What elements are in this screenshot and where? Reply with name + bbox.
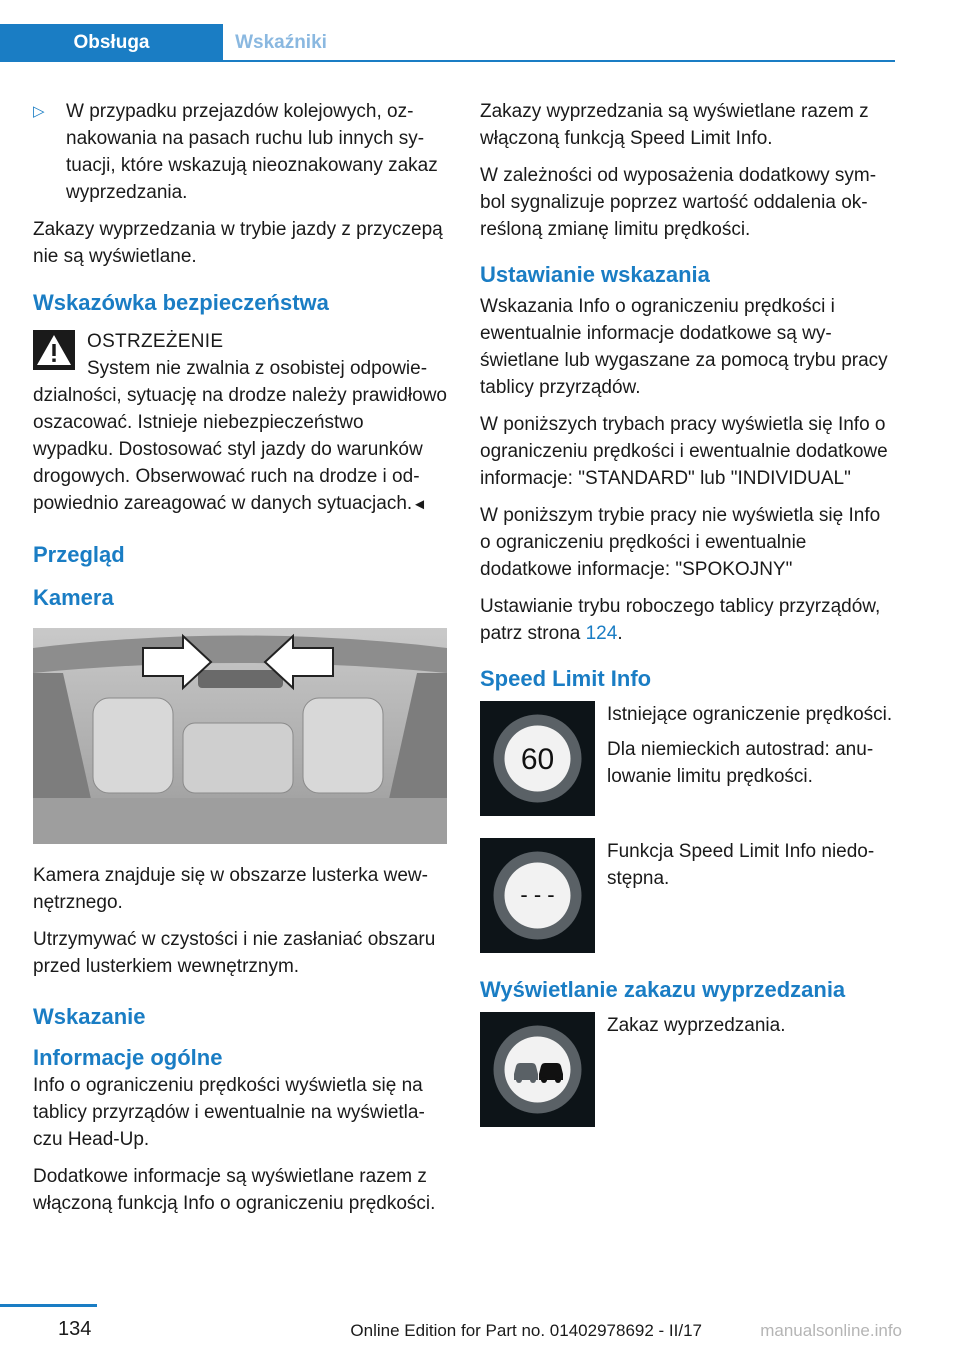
sign-60-text-2: Dla niemieckich autostrad: anulowanie limitu prędkości.	[607, 739, 874, 787]
overtake-heading: Wyświetlanie zakazu wyprzedzania	[480, 977, 846, 1002]
footer-rule	[0, 1304, 97, 1307]
setting-text-3: W poniższym trybie pracy nie wyświetla się Info o ograniczeniu prędkości i ewentualnie dodatkowe informacje: "SPOKOJNY"	[480, 505, 881, 580]
left-column	[33, 98, 447, 1227]
edition-text: Online Edition for Part no. 01402978692 - II/17	[350, 1321, 702, 1340]
tab-wskazniki[interactable]: Wskaźniki	[235, 32, 327, 53]
setting-text-2: W poniższych trybach pracy wyświetla się Info o ograniczeniu prędkości i ewentualnie dodatkowe informacje: "STANDARD" lub "INDIVIDUAL"	[480, 414, 888, 489]
camera-heading: Kamera	[33, 585, 114, 610]
sli-heading: Speed Limit Info	[480, 666, 652, 691]
general-heading: Informacje ogólne	[33, 1045, 223, 1070]
header-tabs	[0, 24, 895, 62]
warning-text: System nie zwalnia z osobistej odpowiedzialności, sytuację na drodze należy prawidłowo oszacować. Istnieje niebezpieczeństwo wypadku. Dostosować styl jazdy do warunków drogowych. Obserwować ruch na drodze i odpowiednio zareagować w danych sytuacjach.	[33, 358, 448, 514]
display-heading: Wskazanie	[33, 1004, 146, 1029]
intro-text-2: W zależności od wyposażenia dodatkowy symbol sygnalizuje poprzez wartość oddalenia określoną zmianę limitu prędkości.	[480, 165, 877, 240]
sign-60-text-1: Istniejące ograniczenie prędkości.	[607, 704, 893, 725]
general-text-2: Dodatkowe informacje są wyświetlane razem z włączoną funkcją Info o ograniczeniu prędkości.	[33, 1166, 436, 1214]
watermark-text: manualsonline.info	[760, 1321, 902, 1340]
right-column	[480, 98, 895, 1149]
camera-text-1: Kamera znajduje się w obszarze lusterka wewnętrznego.	[33, 865, 428, 913]
header-rule	[0, 60, 895, 62]
bullet-text: W przypadku przejazdów kolejowych, oznakowania na pasach ruchu lub innych sytuacji, które wskazują nieoznakowany zakaz wyprzedzania.	[66, 101, 438, 203]
overview-heading: Przegląd	[33, 542, 125, 567]
speed-limit-unavailable-icon	[480, 838, 595, 953]
sign-60-label: 60	[520, 743, 555, 776]
intro-text-1: Zakazy wyprzedzania są wyświetlane razem z włączoną funkcją Speed Limit Info.	[480, 101, 869, 149]
sign-row-dash	[480, 838, 895, 954]
speed-limit-60-icon	[480, 701, 595, 816]
trailer-note: Zakazy wyprzedzania w trybie jazdy z przyczepą nie są wyświetlane.	[33, 219, 443, 267]
sign-row-overtake	[480, 1012, 895, 1128]
page-number: 134	[58, 1318, 92, 1340]
warning-triangle-icon	[33, 330, 75, 370]
setting-heading: Ustawianie wskazania	[480, 262, 710, 287]
warning-block	[33, 328, 447, 518]
sign-dash-label: - - -	[520, 882, 555, 907]
camera-text-2: Utrzymywać w czystości i nie zasłaniać obszaru przed lusterkiem wewnętrznym.	[33, 929, 436, 977]
setting-text-4: Ustawianie trybu roboczego tablicy przyrządów, patrz strona 124.	[480, 596, 881, 644]
bullet-item	[33, 98, 447, 206]
sign-row-60	[480, 701, 895, 817]
general-text-1: Info o ograniczeniu prędkości wyświetla się na tablicy przyrządów i ewentualnie na wyświetlaczu Head-Up.	[33, 1075, 425, 1150]
bullet-triangle-icon: ▷	[33, 103, 45, 120]
overtake-text: Zakaz wyprzedzania.	[607, 1015, 786, 1036]
warning-title: OSTRZEŻENIE	[87, 331, 224, 352]
safety-heading: Wskazówka bezpieczeństwa	[33, 290, 329, 315]
camera-interior-image	[33, 628, 447, 844]
setting-text-1: Wskazania Info o ograniczeniu prędkości i ewentualnie informacje dodatkowe są wyświetlane lub wygaszane za pomocą trybu pracy tablicy przyrządów.	[480, 296, 888, 398]
page-link-124[interactable]: 124	[585, 623, 618, 644]
no-overtaking-icon	[480, 1012, 595, 1127]
sign-dash-text: Funkcja Speed Limit Info niedostępna.	[607, 841, 875, 889]
tab-obsluga[interactable]: Obsługa	[0, 24, 223, 62]
end-mark-icon: ◄	[412, 496, 428, 513]
